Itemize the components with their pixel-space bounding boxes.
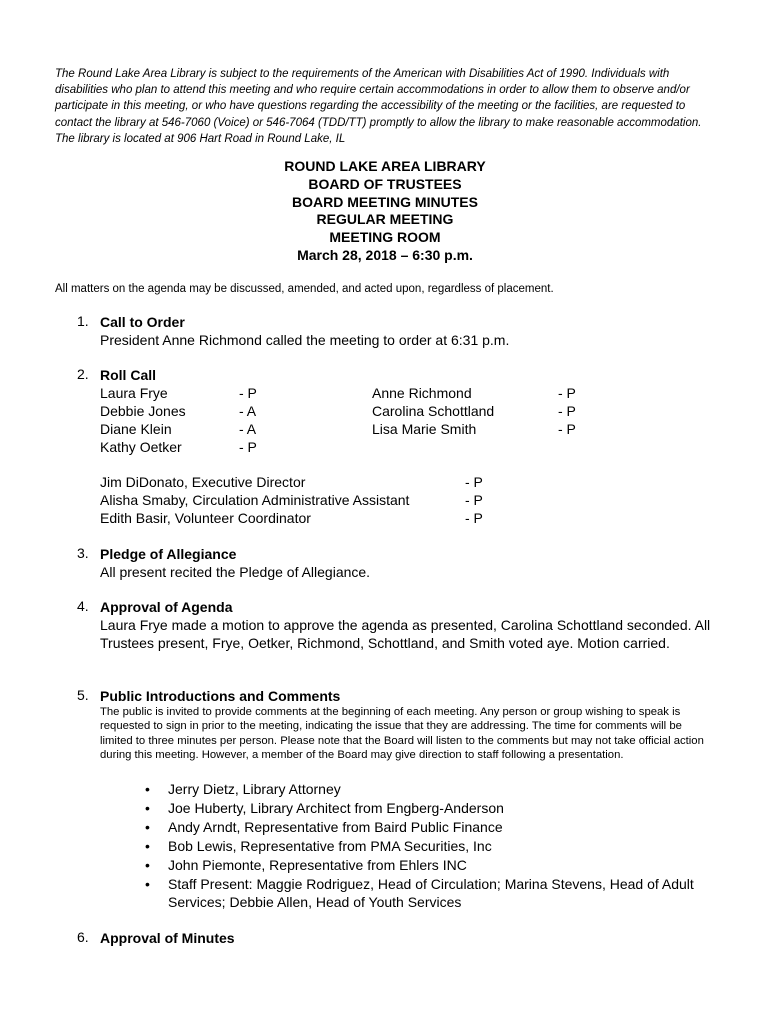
section-heading: Call to Order xyxy=(100,314,185,330)
meeting-type: REGULAR MEETING xyxy=(316,211,454,228)
roll-left-status xyxy=(239,384,257,456)
section-body: Laura Frye made a motion to approve the agenda as presented, Carolina Schottland seconded. All Trustees present, Frye, Oetker, Richmond, Schottland, and Smith voted aye. Motion carried. xyxy=(100,617,711,651)
roll-name: Carolina Schottland xyxy=(372,403,495,419)
section-approval-of-agenda xyxy=(100,598,725,652)
public-attendees-list xyxy=(145,780,725,912)
roll-name: Kathy Oetker xyxy=(100,439,182,455)
list-item: • Bob Lewis, Representative from PMA Securities, Inc xyxy=(145,837,492,854)
meeting-location: MEETING ROOM xyxy=(329,229,441,246)
section-number: 5. xyxy=(77,687,89,703)
list-item: • Andy Arndt, Representative from Baird Public Finance xyxy=(145,818,503,835)
roll-status: - P xyxy=(558,403,576,419)
roll-left-names xyxy=(100,384,186,456)
section-approval-of-minutes xyxy=(100,929,740,947)
section-number: 1. xyxy=(77,313,89,329)
document-title-block xyxy=(0,158,770,265)
list-item: • John Piemonte, Representative from Ehlers INC xyxy=(145,856,467,873)
roll-name: Diane Klein xyxy=(100,421,172,437)
bullet-icon: • xyxy=(145,818,150,835)
staff-status xyxy=(465,473,483,527)
ada-disclaimer: The Round Lake Area Library is subject to the requirements of the American with Disabilities Act of 1990. Individuals with disabilities who plan to attend this meeting and who require certain accommodations in order to allow them to observe and/or participate in this meeting, or who have questions regarding the accessibility of the meeting or the facilities, are requested to contact the library at 546-7060 (Voice) or 546-7064 (TDD/TT) promptly to allow the library to make reasonable accommodation. The library is located at 906 Hart Road in Round Lake, IL xyxy=(55,68,702,145)
list-item: • Joe Huberty, Library Architect from Engberg-Anderson xyxy=(145,799,504,816)
bullet-icon: • xyxy=(145,875,150,892)
roll-status: - A xyxy=(239,421,257,437)
meeting-date: March 28, 2018 – 6:30 p.m. xyxy=(297,246,473,263)
roll-status: - P xyxy=(558,421,576,437)
library-name: ROUND LAKE AREA LIBRARY xyxy=(284,158,486,174)
staff-name: Jim DiDonato, Executive Director xyxy=(100,474,306,490)
staff-name: Edith Basir, Volunteer Coordinator xyxy=(100,510,311,526)
staff-names xyxy=(100,473,409,527)
staff-name: Alisha Smaby, Circulation Administrative Assistant xyxy=(100,492,410,508)
section-heading: Approval of Minutes xyxy=(100,930,235,946)
section-body: All present recited the Pledge of Allegiance. xyxy=(100,564,371,580)
list-item: • Jerry Dietz, Library Attorney xyxy=(145,781,341,797)
section-body: The public is invited to provide comments at the beginning of each meeting. Any person or group wishing to speak is requested to sign in prior to the meeting, indicating the issue that they are addressing. The time for comments will be limited to three minutes per person. Please note that the Board will listen to the comments but may not take official action during this meeting. However, a member of the Board may give direction to staff following a presentation. xyxy=(100,706,704,762)
staff-status-value: - P xyxy=(465,474,483,490)
roll-status: - P xyxy=(239,385,257,401)
staff-status-value: - P xyxy=(465,510,483,526)
roll-name: Debbie Jones xyxy=(100,403,186,419)
bullet-icon: • xyxy=(145,799,150,816)
bullet-icon: • xyxy=(145,856,150,873)
section-number: 2. xyxy=(77,366,89,382)
section-call-to-order xyxy=(100,313,740,349)
bullet-icon: • xyxy=(145,837,150,854)
section-roll-call xyxy=(100,366,740,384)
bullet-icon: • xyxy=(145,781,150,797)
section-pledge xyxy=(100,545,740,581)
section-number: 6. xyxy=(77,929,89,945)
section-public-comments xyxy=(100,687,710,763)
roll-status: - A xyxy=(239,403,257,419)
section-number: 4. xyxy=(77,598,89,614)
agenda-note: All matters on the agenda may be discussed, amended, and acted upon, regardless of placement. xyxy=(55,283,554,295)
staff-status-value: - P xyxy=(465,492,483,508)
section-heading: Approval of Agenda xyxy=(100,599,233,615)
section-number: 3. xyxy=(77,545,89,561)
list-item: • Staff Present: Maggie Rodriguez, Head of Circulation; Marina Stevens, Head of Adult Services; Debbie Allen, Head of Youth Services xyxy=(145,875,694,911)
board-name: BOARD OF TRUSTEES xyxy=(308,175,462,192)
roll-status: - P xyxy=(239,439,257,455)
document-type: BOARD MEETING MINUTES xyxy=(292,193,478,210)
roll-status: - P xyxy=(558,385,576,401)
section-heading: Public Introductions and Comments xyxy=(100,688,341,704)
roll-right-names xyxy=(372,384,494,438)
roll-name: Laura Frye xyxy=(100,385,168,401)
roll-name: Lisa Marie Smith xyxy=(372,421,477,437)
roll-right-status xyxy=(558,384,576,438)
section-heading: Roll Call xyxy=(100,367,157,383)
section-body: President Anne Richmond called the meeting to order at 6:31 p.m. xyxy=(100,332,510,348)
section-heading: Pledge of Allegiance xyxy=(100,546,237,562)
roll-name: Anne Richmond xyxy=(372,385,472,401)
